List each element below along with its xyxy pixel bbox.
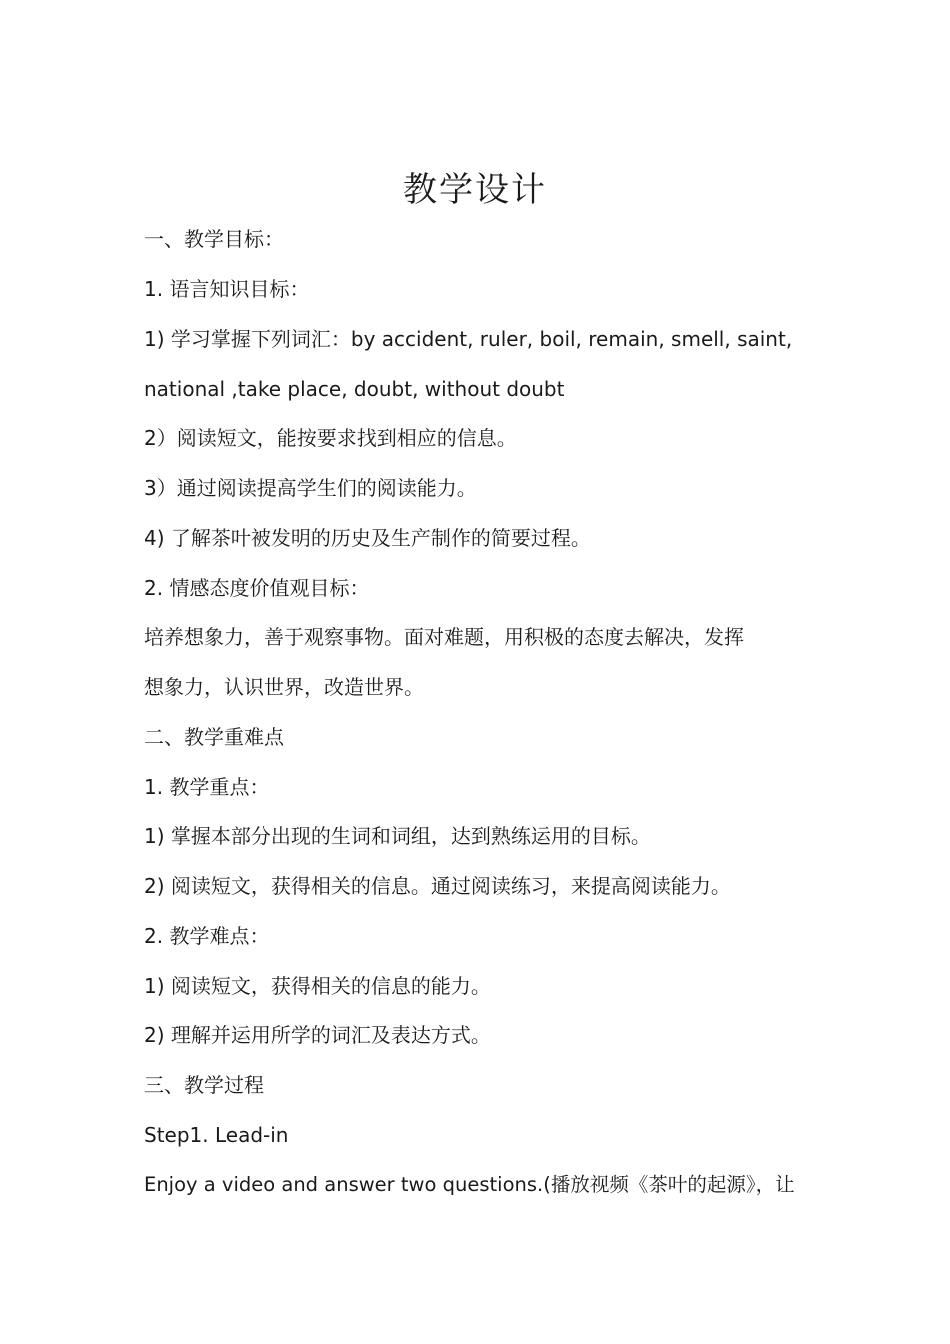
subheading-difficulties: 2. 教学难点： — [144, 924, 270, 948]
subheading-key-points: 1. 教学重点： — [144, 775, 270, 799]
paragraph-line: 培养想象力，善于观察事物。面对难题，用积极的态度去解决，发挥 — [144, 625, 744, 649]
objective-item: 4) 了解茶叶被发明的历史及生产制作的简要过程。 — [144, 526, 591, 550]
key-point-item: 1) 掌握本部分出现的生词和词组，达到熟练运用的目标。 — [144, 824, 651, 848]
vocab-line-continued: national ,take place, doubt, without doubt — [144, 377, 565, 401]
objective-item: 2）阅读短文，能按要求找到相应的信息。 — [144, 426, 517, 450]
section-heading-key-points: 二、教学重难点 — [144, 725, 284, 749]
key-point-item: 2) 阅读短文，获得相关的信息。通过阅读练习，来提高阅读能力。 — [144, 874, 731, 898]
document-title: 教学设计 — [403, 170, 547, 210]
section-heading-process: 三、教学过程 — [144, 1073, 264, 1097]
difficulty-item: 1) 阅读短文，获得相关的信息的能力。 — [144, 974, 491, 998]
vocab-line: 1) 学习掌握下列词汇：by accident, ruler, boil, remain, smell, saint, — [144, 327, 793, 351]
section-heading-objectives: 一、教学目标： — [144, 227, 284, 251]
step-heading: Step1. Lead-in — [144, 1123, 289, 1147]
paragraph-line: Enjoy a video and answer two questions.(播放视频《茶叶的起源》，让 — [144, 1173, 795, 1196]
subheading-language-goals: 1. 语言知识目标： — [144, 277, 310, 301]
difficulty-item: 2) 理解并运用所学的词汇及表达方式。 — [144, 1023, 491, 1047]
subheading-emotion-goals: 2. 情感态度价值观目标： — [144, 576, 370, 600]
paragraph-line: 想象力，认识世界，改造世界。 — [144, 675, 424, 699]
objective-item: 3）通过阅读提高学生们的阅读能力。 — [144, 476, 477, 500]
